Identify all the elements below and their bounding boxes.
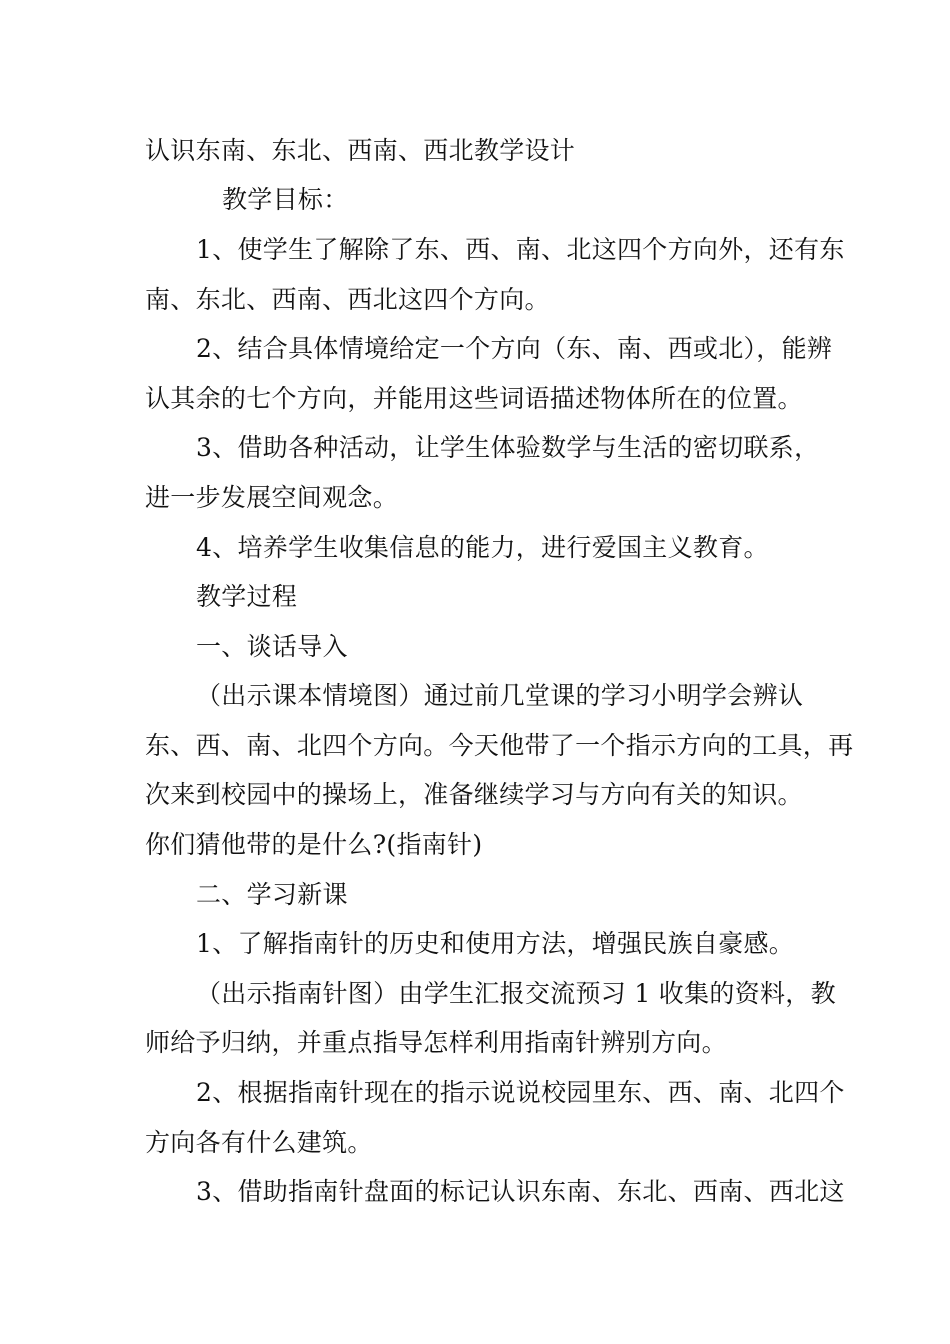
objective-2-line-2: 认其余的七个方向，并能用这些词语描述物体所在的位置。 [145,384,803,413]
objectives-heading: 教学目标： [222,185,349,214]
intro-line-2: 东、西、南、北四个方向。今天他带了一个指示方向的工具，再 [145,731,854,760]
objective-2-line-1: 2、结合具体情境给定一个方向（东、南、西或北），能辨 [196,334,833,363]
new-lesson-item-2-line-1: 2、根据指南针现在的指示说说校园里东、西、南、北四个 [196,1078,845,1107]
intro-line-3: 次来到校园中的操场上，准备继续学习与方向有关的知识。 [145,780,803,809]
new-lesson-item-3-line-1: 3、借助指南针盘面的标记认识东南、东北、西南、西北这 [196,1177,845,1206]
objective-4: 4、培养学生收集信息的能力，进行爱国主义教育。 [196,533,769,562]
section-2-heading: 二、学习新课 [196,880,348,909]
intro-line-1: （出示课本情境图）通过前几堂课的学习小明学会辨认 [196,681,804,710]
new-lesson-item-1: 1、了解指南针的历史和使用方法，增强民族自豪感。 [196,929,795,958]
objective-3-line-1: 3、借助各种活动，让学生体验数学与生活的密切联系， [196,433,820,462]
new-lesson-item-1-detail-line-1: （出示指南针图）由学生汇报交流预习 1 收集的资料，教 [196,979,836,1008]
process-heading: 教学过程 [196,582,298,611]
document-title: 认识东南、东北、西南、西北教学设计 [145,136,576,165]
intro-line-4: 你们猜他带的是什么?(指南针) [145,830,483,859]
section-1-heading: 一、谈话导入 [196,632,348,661]
new-lesson-item-1-detail-line-2: 师给予归纳，并重点指导怎样利用指南针辨别方向。 [145,1028,727,1057]
objective-1-line-1: 1、使学生了解除了东、西、南、北这四个方向外，还有东 [196,235,845,264]
new-lesson-item-2-line-2: 方向各有什么建筑。 [145,1128,373,1157]
objective-1-line-2: 南、东北、西南、西北这四个方向。 [145,285,550,314]
objective-3-line-2: 进一步发展空间观念。 [145,483,399,512]
